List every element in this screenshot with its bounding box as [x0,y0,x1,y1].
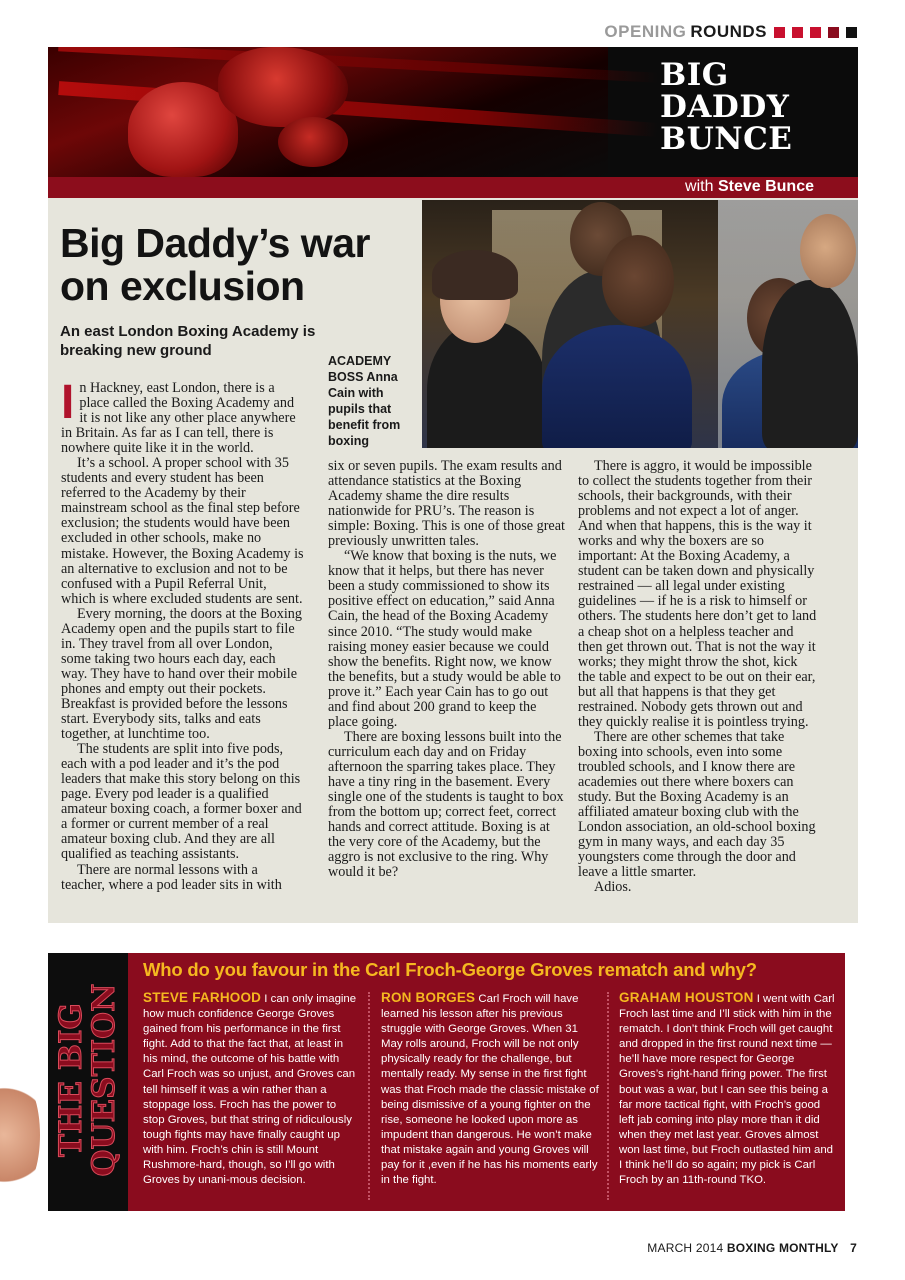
column-divider [368,992,370,1200]
answer-author: STEVE FARHOOD [143,990,262,1005]
answer-column [381,990,599,1188]
answer-text: I can only imagine how much confidence George Groves gained from his performance in the first fight. Add to that the fact that, at least in his mind, the outcome of his battle with Carl Froch was so unjust, and Groves can tell himself it was a win rather than a stoppage loss. Froch has the power to stop Groves, but that string of ridiculously tough fights may have finally caught up with him. Froch’s chin is still Mount Rushmore-hard, though, so I’ll go with Groves by unani-mous decision. [143,993,357,1187]
section-tag [604,22,857,42]
finger-image [0,1080,40,1190]
article-paragraph: In Hackney, east London, there is a place called the Boxing Academy and it is not like any other place anywhere in Britain. As far as I can tell, there is nowhere quite like it in the world. [61,376,296,457]
column-title: BIG DADDY BUNCE [660,57,793,157]
section-square-icon [810,27,821,38]
photo-person-head [602,235,674,327]
article-paragraph: six or seven pupils. The exam results and attendance statistics at the Boxing Academy shame the dire results nationwide for PRU’s. The reason is simple: Boxing. This is one of those great previously unwritten tales. [328,458,565,550]
column-divider [607,992,609,1200]
photo-person-hair [432,250,518,300]
answer-text: I went with Carl Froch last time and I’ll stick with him in the rematch. I don’t think Froch will get caught and dropped in the first round next time — he’ll have more respect for George Groves’s right-hand firing power. The first bout was a war, but I can see this being a far more tactical fight, with Froch’s good left jab coming into play more than it did when they met last year. Groves almost won last time, but Froch outlasted him and I think he’ll do so again; my pick is Carl Froch by an 11th-round TKO. [619,993,835,1187]
answer-author: GRAHAM HOUSTON [619,990,754,1005]
article-paragraph: There are boxing lessons built into the curriculum each day and on Friday afternoon the sparring takes place. They have a tiny ring in the basement. Every single one of the students is taught to box from the bottom up; correct feet, correct hands and correct attitude. Boxing is at the very core of the Academy, but the aggro is not exclusive to the ring. Why would it be? [328,728,564,881]
article-paragraph: There are other schemes that take boxing into schools, even into some troubled schools, and I know there are academies out there where boxers can study. But the Boxing Academy is an affiliated amateur boxing club with the London association, an old-school boxing gym in many ways, and each day 35 youngsters come through the door and leave a little smarter. [578,728,816,881]
article-paragraph: There are normal lessons with a teacher, where a pod leader sits in with [61,861,282,893]
big-question-heading: Who do you favour in the Carl Froch-George Groves rematch and why? [143,959,757,980]
article-headline: Big Daddy’s war on exclusion [60,220,370,309]
boxing-glove-image [218,47,348,127]
answer-column [619,990,837,1188]
academy-photo [422,200,858,448]
article-paragraph: There is aggro, it would be impossible to collect the students together from their schools, their backgrounds, with their problems and not expect a lot of anger. And when that happens, this is the way it works and why the boxers are so important: At the Boxing Academy, a student can be taken down and physically restrained — all legal under existing guidelines — if he is a risk to himself or others. The students here don’t get to land a cheap shot on a helpless teacher and then get thrown out. That is not the way it works; they might throw the shot, kick the table and expect to be out on their ear, but all that happens is that they get restrained. Nobody gets thrown out and they quickly realise it is pointless trying. [578,458,817,730]
section-square-icon [846,27,857,38]
byline-bar [48,177,858,198]
article-paragraph: Adios. [594,879,632,896]
big-question-sidebar [48,953,128,1211]
issue-date: MARCH 2014 [647,1241,724,1255]
article-paragraph: Every morning, the doors at the Boxing Academy open and the pupils start to file in. They travel from all over London, some taking two hours each day, each way. They have to hand over their mobile phones and empty out their pockets. Breakfast is provided before the lessons start. Everybody sits, talks and eats together, at lunchtime too. [61,605,302,743]
boxing-glove-image [278,117,348,167]
photo-person-man [762,280,858,448]
photo-caption: ACADEMY BOSS Anna Cain with pupils that benefit from boxing [328,354,401,448]
section-word-opening: OPENING [604,22,687,41]
answer-author: RON BORGES [381,990,476,1005]
page-footer [647,1241,857,1255]
byline: with Steve Bunce [685,178,814,195]
article-column-2 [328,459,565,880]
section-square-icon [774,27,785,38]
author-name: Steve Bunce [717,178,814,195]
answer-text: Carl Froch will have learned his lesson after his previous struggle with George Groves. When 31 May rolls around, Froch will be not only physically ready for the challenge, but mentally ready. My sense in the first fight was that Froch made the classic mistake of being dismissive of a young fighter on the rise, someone he looked upon more as impudent than dangerous. He won’t make that mistake again and young Groves will pay for it ,even if he has his moments early in the fight. [381,993,599,1187]
photo-person-student [542,325,692,448]
article-paragraph: “We know that boxing is the nuts, we know that it helps, but there has never been a study commissioned to show its positive effect on education,” said Anna Cain, the head of the Boxing Academy since 2010. “The study would make raising money easier because we could show the benefits. Right now, we know the benefits, but a study would be able to prove it.” Each year Cain has to go out and find about 200 grand to keep the place going. [328,548,561,730]
page-number: 7 [850,1241,857,1255]
photo-person-head [800,214,856,288]
article-standfirst: An east London Boxing Academy is breaking new ground [60,323,316,359]
article-paragraph: It’s a school. A proper school with 35 students and every student has been referred to the Academy by their mainstream school as the final step before exclusion; the students would have been excluded in other schools, make no mistake. However, the Boxing Academy is an alternative to exclusion and not to be confused with a Pupil Referral Unit, which is where excluded students are sent. [61,455,304,607]
article-paragraph: The students are split into five pods, each with a pod leader and it’s the pod leaders that make this story belong on this page. Every pod leader is a qualified amateur boxing coach, a former boxer and a former or current member of a real amateur boxing club. And they are all qualified as teaching assistants. [61,741,302,863]
section-square-icon [792,27,803,38]
drop-cap: I [61,376,75,429]
section-square-icon [828,27,839,38]
magazine-name: BOXING MONTHLY [726,1241,839,1255]
article-column-1 [61,376,304,893]
answer-column [143,990,359,1188]
header-banner [48,47,858,177]
big-question-label: THE BIG QUESTION [53,983,122,1177]
section-word-rounds: ROUNDS [690,22,767,41]
article-column-3 [578,459,818,895]
